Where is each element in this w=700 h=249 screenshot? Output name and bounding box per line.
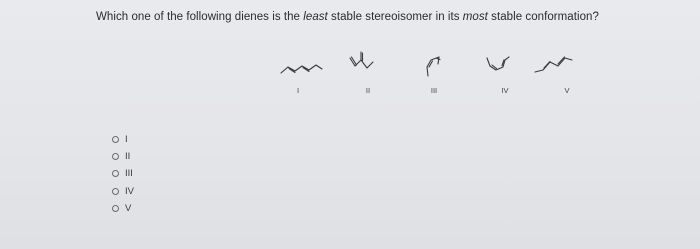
option-i[interactable] bbox=[112, 131, 134, 148]
option-label: I bbox=[125, 134, 128, 146]
option-v[interactable] bbox=[112, 200, 134, 217]
radio-button[interactable] bbox=[112, 205, 119, 212]
question-part-1: Which one of the following dienes is the bbox=[96, 11, 304, 23]
structure-label-iv: IV bbox=[501, 86, 509, 95]
structure-label-v: V bbox=[564, 86, 570, 95]
option-iii[interactable] bbox=[112, 165, 134, 182]
question-emphasis-least: least bbox=[303, 11, 328, 23]
option-iv[interactable] bbox=[112, 183, 134, 200]
option-label: II bbox=[125, 151, 131, 163]
option-label: IV bbox=[125, 185, 134, 197]
answer-options bbox=[112, 131, 134, 217]
radio-button[interactable] bbox=[112, 136, 119, 143]
diene-structure-iv bbox=[487, 57, 509, 70]
option-label: V bbox=[125, 202, 132, 214]
option-label: III bbox=[125, 168, 133, 180]
diene-structure-ii bbox=[350, 52, 373, 68]
diene-structures bbox=[0, 0, 700, 110]
radio-button[interactable] bbox=[112, 153, 119, 160]
radio-button[interactable] bbox=[112, 170, 119, 177]
structure-label-i: I bbox=[296, 86, 300, 95]
question-part-2: stable stereoisomer in its bbox=[327, 11, 463, 23]
question-part-3: stable conformation? bbox=[487, 11, 599, 23]
question-emphasis-most: most bbox=[462, 11, 488, 23]
option-ii[interactable] bbox=[112, 148, 134, 165]
structure-label-ii: II bbox=[365, 86, 371, 95]
radio-button[interactable] bbox=[112, 188, 119, 195]
diene-structure-iii bbox=[427, 57, 440, 76]
diene-structure-i bbox=[281, 65, 322, 73]
structure-label-iii: III bbox=[430, 86, 438, 95]
diene-structure-v bbox=[535, 57, 572, 72]
